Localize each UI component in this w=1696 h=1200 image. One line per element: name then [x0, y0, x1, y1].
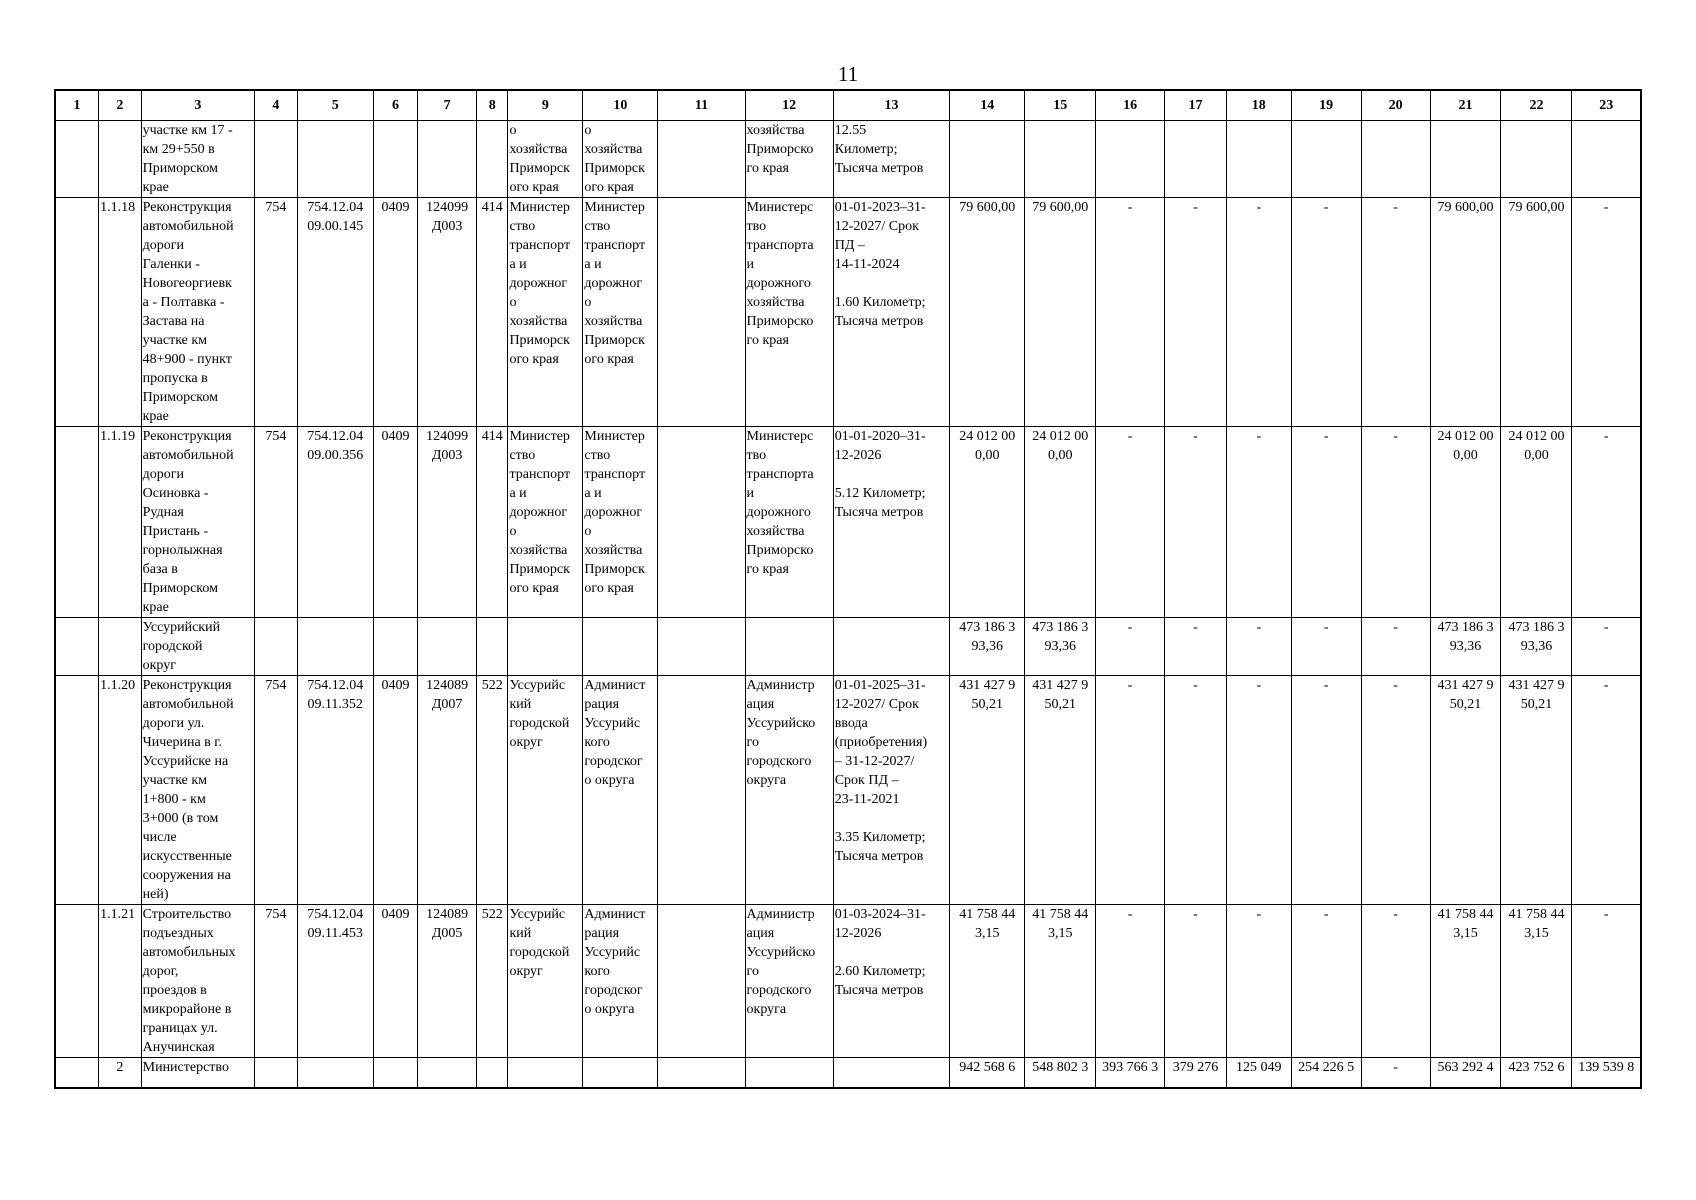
- table-cell: -: [1165, 676, 1227, 905]
- table-cell: 754.12.04 09.00.356: [297, 427, 373, 618]
- table-cell: [255, 618, 298, 676]
- table-cell: -: [1361, 198, 1430, 427]
- table-cell: 1.1.19: [99, 427, 142, 618]
- table-cell: -: [1291, 905, 1361, 1058]
- table-cell: 754.12.04 09.00.145: [297, 198, 373, 427]
- table-cell: 124099 Д003: [418, 427, 477, 618]
- header-cell: 21: [1430, 90, 1501, 121]
- table-cell: 754.12.04 09.11.453: [297, 905, 373, 1058]
- table-cell: [658, 427, 745, 618]
- budget-table: [54, 89, 1642, 1089]
- header-cell: 8: [477, 90, 508, 121]
- table-cell: 1.1.20: [99, 676, 142, 905]
- table-cell: -: [1165, 427, 1227, 618]
- table-cell: [55, 618, 99, 676]
- table-cell: 01-01-2025–31- 12-2027/ Срок ввода (приобретения) – 31-12-2027/ Срок ПД – 23-11-2021 3.35 Километр; Тысяча метров: [833, 676, 950, 905]
- table-cell: -: [1165, 905, 1227, 1058]
- table-cell: [833, 1058, 950, 1089]
- table-cell: -: [1291, 676, 1361, 905]
- table-cell: Админист рация Уссурийс кого городског о округа: [583, 905, 658, 1058]
- table-cell: 41 758 44 3,15: [1025, 905, 1096, 1058]
- table-cell: 754: [255, 905, 298, 1058]
- table-cell: 0409: [373, 676, 418, 905]
- table-cell: о хозяйства Приморск ого края: [583, 121, 658, 198]
- table-cell: Уссурийский городской округ: [141, 618, 255, 676]
- table-cell: [55, 121, 99, 198]
- table-cell: Реконструкция автомобильной дороги Галенки - Новогеоргиевк а - Полтавка - Застава на участке км 48+900 - пункт пропуска в Приморском крае: [141, 198, 255, 427]
- table-cell: Администр ация Уссурийско го городского округа: [745, 905, 833, 1058]
- table-cell: 0409: [373, 905, 418, 1058]
- table-cell: 548 802 3: [1025, 1058, 1096, 1089]
- header-cell: 7: [418, 90, 477, 121]
- table-cell: [1430, 121, 1501, 198]
- table-cell: Министер ство транспорт а и дорожног о хозяйства Приморск ого края: [508, 427, 583, 618]
- table-cell: 79 600,00: [1025, 198, 1096, 427]
- table-cell: [55, 905, 99, 1058]
- table-row: [55, 1058, 1641, 1089]
- table-body: [55, 121, 1641, 1089]
- table-cell: [373, 618, 418, 676]
- table-cell: -: [1572, 427, 1641, 618]
- header-row: [55, 90, 1641, 121]
- table-cell: 379 276: [1165, 1058, 1227, 1089]
- header-cell: 18: [1226, 90, 1291, 121]
- table-cell: [508, 618, 583, 676]
- table-cell: [255, 1058, 298, 1089]
- table-cell: -: [1291, 618, 1361, 676]
- table-cell: 754.12.04 09.11.352: [297, 676, 373, 905]
- table-cell: 942 568 6: [950, 1058, 1025, 1089]
- table-cell: -: [1572, 198, 1641, 427]
- table-cell: 254 226 5: [1291, 1058, 1361, 1089]
- table-cell: -: [1226, 427, 1291, 618]
- header-cell: 17: [1165, 90, 1227, 121]
- table-cell: 473 186 3 93,36: [950, 618, 1025, 676]
- header-cell: 4: [255, 90, 298, 121]
- table-cell: 414: [477, 427, 508, 618]
- table-cell: 79 600,00: [1430, 198, 1501, 427]
- table-cell: 431 427 9 50,21: [1501, 676, 1572, 905]
- table-cell: 139 539 8: [1572, 1058, 1641, 1089]
- table-cell: Администр ация Уссурийско го городского округа: [745, 676, 833, 905]
- table-cell: Строительство подъездных автомобильных дорог, проездов в микрорайоне в границах ул. Анучинская: [141, 905, 255, 1058]
- header-cell: 23: [1572, 90, 1641, 121]
- table-cell: -: [1361, 905, 1430, 1058]
- table-cell: -: [1361, 427, 1430, 618]
- table-cell: 41 758 44 3,15: [950, 905, 1025, 1058]
- table-cell: [418, 1058, 477, 1089]
- table-cell: Реконструкция автомобильной дороги Осиновка - Рудная Пристань - горнолыжная база в Приморском крае: [141, 427, 255, 618]
- table-row: [55, 618, 1641, 676]
- table-cell: 79 600,00: [950, 198, 1025, 427]
- table-cell: -: [1226, 198, 1291, 427]
- table-cell: 522: [477, 905, 508, 1058]
- table-cell: 41 758 44 3,15: [1501, 905, 1572, 1058]
- table-cell: [508, 1058, 583, 1089]
- table-cell: [658, 905, 745, 1058]
- table-cell: 754: [255, 198, 298, 427]
- table-cell: 24 012 00 0,00: [1025, 427, 1096, 618]
- table-cell: [583, 1058, 658, 1089]
- table-cell: [1501, 121, 1572, 198]
- table-cell: о хозяйства Приморск ого края: [508, 121, 583, 198]
- table-cell: [477, 121, 508, 198]
- table-row: [55, 121, 1641, 198]
- table-cell: [297, 1058, 373, 1089]
- table-cell: 01-03-2024–31- 12-2026 2.60 Километр; Тысяча метров: [833, 905, 950, 1058]
- table-cell: 431 427 9 50,21: [1430, 676, 1501, 905]
- table-cell: 414: [477, 198, 508, 427]
- table-cell: [373, 1058, 418, 1089]
- header-cell: 14: [950, 90, 1025, 121]
- header-cell: 6: [373, 90, 418, 121]
- table-cell: 124089 Д007: [418, 676, 477, 905]
- page-number: 11: [837, 62, 859, 86]
- table-cell: 24 012 00 0,00: [950, 427, 1025, 618]
- table-cell: 2: [99, 1058, 142, 1089]
- header-cell: 15: [1025, 90, 1096, 121]
- table-cell: [658, 1058, 745, 1089]
- table-row: [55, 427, 1641, 618]
- table-cell: [55, 676, 99, 905]
- table-cell: 423 752 6: [1501, 1058, 1572, 1089]
- table-cell: 01-01-2023–31- 12-2027/ Срок ПД – 14-11-2024 1.60 Километр; Тысяча метров: [833, 198, 950, 427]
- table-cell: [418, 121, 477, 198]
- table-cell: [658, 618, 745, 676]
- table-cell: 754: [255, 427, 298, 618]
- header-cell: 12: [745, 90, 833, 121]
- table-cell: -: [1096, 198, 1165, 427]
- table-cell: -: [1096, 618, 1165, 676]
- header-cell: 5: [297, 90, 373, 121]
- table-cell: [297, 121, 373, 198]
- table-cell: [1291, 121, 1361, 198]
- header-cell: 19: [1291, 90, 1361, 121]
- table-cell: [373, 121, 418, 198]
- table-cell: Министерс тво транспорта и дорожного хозяйства Приморско го края: [745, 427, 833, 618]
- table-cell: Министер ство транспорт а и дорожног о хозяйства Приморск ого края: [508, 198, 583, 427]
- header-cell: 2: [99, 90, 142, 121]
- table-cell: -: [1096, 905, 1165, 1058]
- header-cell: 22: [1501, 90, 1572, 121]
- table-cell: 41 758 44 3,15: [1430, 905, 1501, 1058]
- table-row: [55, 905, 1641, 1058]
- table-cell: [1226, 121, 1291, 198]
- table-cell: [1572, 121, 1641, 198]
- table-cell: Админист рация Уссурийс кого городског о округа: [583, 676, 658, 905]
- table-cell: 473 186 3 93,36: [1430, 618, 1501, 676]
- table-cell: Министерс тво транспорта и дорожного хозяйства Приморско го края: [745, 198, 833, 427]
- table-cell: -: [1572, 618, 1641, 676]
- table-cell: 473 186 3 93,36: [1501, 618, 1572, 676]
- table-cell: 473 186 3 93,36: [1025, 618, 1096, 676]
- table-cell: Реконструкция автомобильной дороги ул. Чичерина в г. Уссурийске на участке км 1+800 - км 3+000 (в том числе искусственные сооружения на ней): [141, 676, 255, 905]
- table-cell: 393 766 3: [1096, 1058, 1165, 1089]
- table-cell: [1165, 121, 1227, 198]
- table-cell: 1.1.18: [99, 198, 142, 427]
- table-cell: -: [1226, 905, 1291, 1058]
- table-cell: [55, 198, 99, 427]
- table-cell: 125 049: [1226, 1058, 1291, 1089]
- table-cell: [950, 121, 1025, 198]
- table-cell: Уссурийс кий городской округ: [508, 905, 583, 1058]
- table-cell: [745, 618, 833, 676]
- table-cell: 522: [477, 676, 508, 905]
- table-cell: 79 600,00: [1501, 198, 1572, 427]
- header-cell: 20: [1361, 90, 1430, 121]
- table-cell: -: [1291, 427, 1361, 618]
- table-cell: [1025, 121, 1096, 198]
- table-cell: Министер ство транспорт а и дорожног о хозяйства Приморск ого края: [583, 198, 658, 427]
- table-cell: 24 012 00 0,00: [1430, 427, 1501, 618]
- header-cell: 10: [583, 90, 658, 121]
- table-cell: [255, 121, 298, 198]
- table-cell: 24 012 00 0,00: [1501, 427, 1572, 618]
- header-cell: 11: [658, 90, 745, 121]
- table-cell: 124089 Д005: [418, 905, 477, 1058]
- table-cell: -: [1361, 1058, 1430, 1089]
- table-cell: -: [1096, 427, 1165, 618]
- table-cell: 0409: [373, 427, 418, 618]
- table-cell: хозяйства Приморско го края: [745, 121, 833, 198]
- table-cell: 01-01-2020–31- 12-2026 5.12 Километр; Тысяча метров: [833, 427, 950, 618]
- header-cell: 3: [141, 90, 255, 121]
- table-cell: -: [1361, 676, 1430, 905]
- table-cell: 124099 Д003: [418, 198, 477, 427]
- table-cell: -: [1572, 905, 1641, 1058]
- table-cell: 431 427 9 50,21: [950, 676, 1025, 905]
- table-cell: [477, 618, 508, 676]
- table-cell: [99, 618, 142, 676]
- table-cell: -: [1165, 618, 1227, 676]
- table-cell: [833, 618, 950, 676]
- table-cell: [658, 198, 745, 427]
- table-cell: -: [1361, 618, 1430, 676]
- table-cell: 563 292 4: [1430, 1058, 1501, 1089]
- header-cell: 1: [55, 90, 99, 121]
- table-cell: -: [1572, 676, 1641, 905]
- header-cell: 16: [1096, 90, 1165, 121]
- header-cell: 9: [508, 90, 583, 121]
- table-cell: -: [1226, 676, 1291, 905]
- table-cell: участке км 17 - км 29+550 в Приморском крае: [141, 121, 255, 198]
- table-cell: 431 427 9 50,21: [1025, 676, 1096, 905]
- table-cell: [477, 1058, 508, 1089]
- table-cell: 0409: [373, 198, 418, 427]
- table-cell: [1361, 121, 1430, 198]
- table-cell: [55, 1058, 99, 1089]
- table-cell: 754: [255, 676, 298, 905]
- table-cell: [658, 676, 745, 905]
- table-row: [55, 676, 1641, 905]
- table-cell: [583, 618, 658, 676]
- table-cell: Министерство: [141, 1058, 255, 1089]
- table-cell: 12.55 Километр; Тысяча метров: [833, 121, 950, 198]
- table-cell: [745, 1058, 833, 1089]
- header-cell: 13: [833, 90, 950, 121]
- table-cell: [418, 618, 477, 676]
- table-cell: 1.1.21: [99, 905, 142, 1058]
- table-cell: Уссурийс кий городской округ: [508, 676, 583, 905]
- table-cell: [658, 121, 745, 198]
- table-cell: -: [1226, 618, 1291, 676]
- table-row: [55, 198, 1641, 427]
- table-cell: [1096, 121, 1165, 198]
- table-cell: -: [1291, 198, 1361, 427]
- table-cell: [99, 121, 142, 198]
- table-cell: -: [1096, 676, 1165, 905]
- table-cell: [297, 618, 373, 676]
- table-cell: Министер ство транспорт а и дорожног о хозяйства Приморск ого края: [583, 427, 658, 618]
- table-cell: -: [1165, 198, 1227, 427]
- table-cell: [55, 427, 99, 618]
